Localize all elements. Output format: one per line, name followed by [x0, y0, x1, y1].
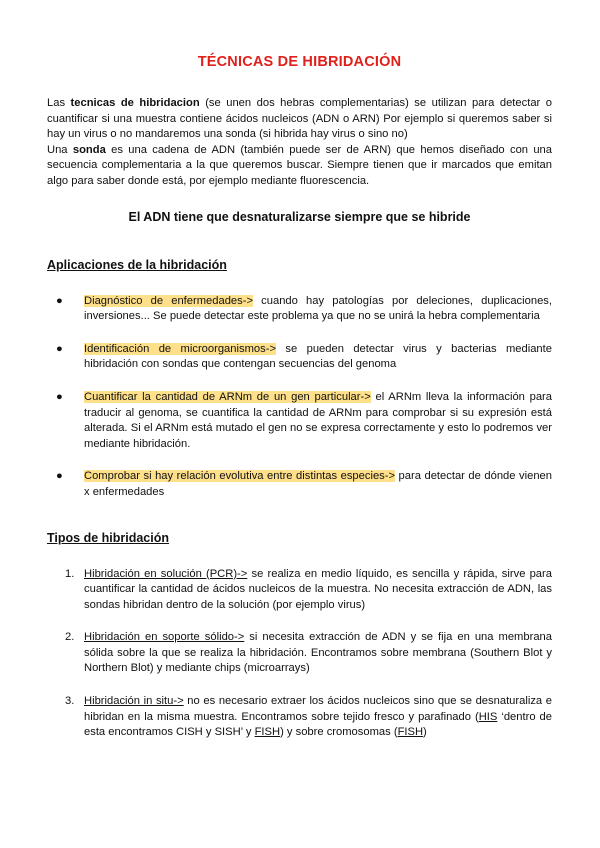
item-text: cuando hay patologías por deleciones, duplicaciones, inversiones... Se puede detectar este problema ya que no se unirá la hebra complementaria	[84, 294, 552, 323]
emphasis-statement: El ADN tiene que desnaturalizarse siempre que se hibride	[128, 209, 471, 224]
item-text: si necesita extracción de ADN y se fija en una membrana sólida sobre la que se realiza la hibridación. Encontramos sobre membrana (Southern Blot y Northern Blot) y mediante chips (microarrays)	[84, 631, 552, 675]
item-text: )	[423, 726, 427, 739]
list-item	[47, 342, 552, 373]
list-item	[47, 390, 552, 452]
fish-term: FISH	[254, 726, 281, 739]
text: es una cadena de ADN (también puede ser de ARN) que hemos diseñado con una secuencia complementaria a la que queremos buscar. Siempre tienen que ir marcados que emitan algo para saber donde está, por ejemplo mediante fluorescencia.	[47, 143, 552, 187]
bullet-icon: ●	[56, 294, 63, 307]
highlighted-term: Cuantificar la cantidad de ARNm de un gen particular->	[84, 390, 371, 403]
bullet-icon: ●	[56, 390, 63, 403]
item-number: 2.	[65, 631, 75, 644]
bold-term: tecnicas de hibridacion	[70, 97, 200, 109]
section-heading-tipos: Tipos de hibridación	[47, 530, 170, 545]
item-text: se realiza en medio líquido, es sencilla y rápida, sirve para cuantificar la cantidad de ácidos nucleicos de la muestra. No necesita extracción de ADN, las sondas hibridan dentro de la solución (por ejemplo virus)	[84, 567, 552, 611]
item-text: ‘dentro de esta encontramos CISH y SISH’ y	[84, 710, 552, 739]
item-text: no es necesario extraer los ácidos nucleicos sino que se desnaturaliza e hibridan en la misma muestra. Encontramos sobre tejido fresco y parafinado (	[84, 695, 552, 723]
intro-paragraph-1	[47, 96, 552, 143]
highlighted-term: Comprobar si hay relación evolutiva entre distintas especies->	[84, 470, 396, 483]
highlighted-term: Identificación de microorganismos->	[84, 342, 276, 355]
applications-list	[47, 294, 552, 501]
text: Las	[47, 97, 71, 109]
fish-term: FISH	[397, 726, 424, 739]
item-text: para detectar de dónde vienen x enfermedades	[84, 470, 552, 498]
bullet-icon: ●	[56, 470, 63, 483]
list-item	[47, 567, 552, 614]
document-page	[47, 54, 552, 758]
list-item	[47, 694, 552, 741]
text: Una	[47, 143, 73, 156]
underlined-term: Hibridación in situ->	[84, 695, 184, 708]
item-text: el ARNm lleva la información para traducir al genoma, se cuantifica la cantidad de ARNm para comprobar si su expresión está alterada. Si el ARNm está mutado el gen no se expresa correctamente y esto lo podremos ver mediante hibridación.	[84, 390, 552, 450]
bold-term: sonda	[72, 143, 106, 156]
his-term: HIS	[478, 710, 498, 723]
highlighted-term: Diagnóstico de enfermedades->	[84, 294, 253, 307]
intro-paragraph-2	[47, 143, 552, 190]
page-title: TÉCNICAS DE HIBRIDACIÓN	[197, 54, 402, 70]
list-item	[47, 294, 552, 325]
underlined-term: Hibridación en solución (PCR)->	[84, 567, 248, 580]
list-item	[47, 469, 552, 500]
bullet-icon: ●	[56, 342, 63, 355]
underlined-term: Hibridación en soporte sólido->	[84, 631, 245, 644]
item-text: se pueden detectar virus y bacterias mediante hibridación con sondas que contengan secuencias del genoma	[84, 342, 552, 371]
item-text: ) y sobre cromosomas (	[280, 726, 398, 739]
text: (se unen dos hebras complementarias) se utilizan para detectar o cuantificar si una muestra contiene ácidos nucleicos (ADN o ARN) Por ejemplo si queremos saber si hay un virus o no mandaremos una sonda (si hibrida hay virus o sino no)	[47, 97, 552, 141]
list-item	[47, 630, 552, 677]
item-number: 3.	[65, 695, 75, 708]
section-heading-aplicaciones: Aplicaciones de la hibridación	[47, 257, 227, 272]
item-number: 1.	[65, 567, 75, 580]
types-list	[47, 567, 552, 741]
